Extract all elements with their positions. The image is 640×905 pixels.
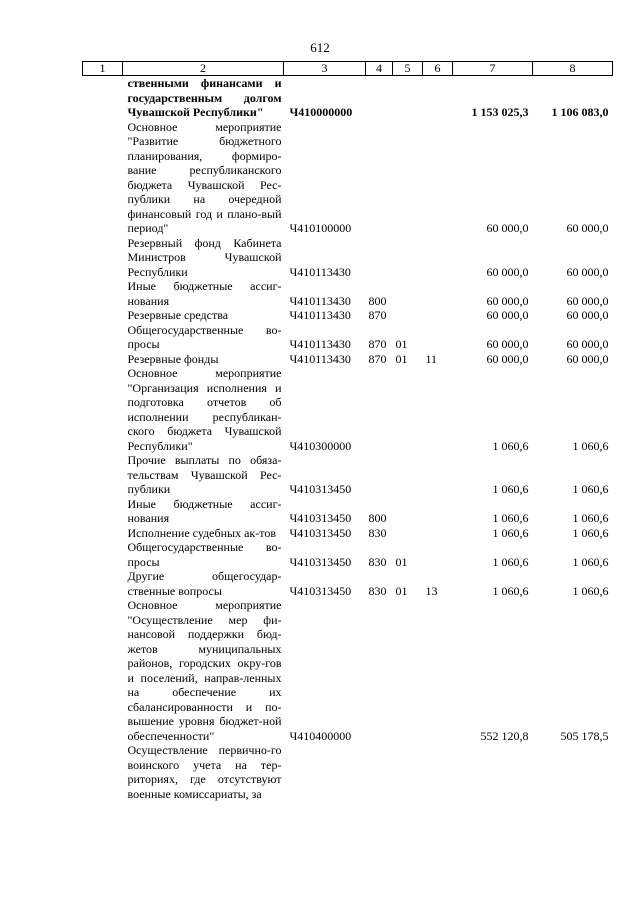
cell-target-code: Ч410113430 xyxy=(289,293,351,308)
table-header xyxy=(83,62,613,76)
cell-subsection xyxy=(423,76,453,120)
cell-sum-year-2: 1 060,6 xyxy=(572,554,609,569)
cell-section: 01 xyxy=(395,337,408,351)
cell-blank xyxy=(83,76,123,120)
cell-sum-year-2: 505 178,5 xyxy=(560,728,609,743)
cell-sum-year-2: 60 000,0 xyxy=(566,264,609,279)
cell-expense-type xyxy=(366,236,393,280)
cell-sum-year-2: 60 000,0 xyxy=(566,337,609,351)
table-row xyxy=(83,497,613,526)
table-row xyxy=(83,120,613,236)
cell-sum-year-2: 1 060,6 xyxy=(572,438,609,453)
cell-sum-year-1: 60 000,0 xyxy=(486,308,529,322)
cell-blank xyxy=(83,366,123,453)
cell-target-code: Ч410000000 xyxy=(289,105,353,119)
table-row xyxy=(83,540,613,569)
cell-section xyxy=(393,366,423,453)
cell-expense-type: 830 xyxy=(368,554,387,569)
cell-name: Другие общегосудар-ственные вопросы xyxy=(127,569,282,598)
cell-target-code: Ч410100000 xyxy=(289,221,352,235)
cell-name: Основное мероприятие "Организация исполнения и подготовка отчетов об исполнении республикан-ского бюджета Чувашской Республики" xyxy=(127,366,282,453)
cell-subsection: 13 xyxy=(425,583,438,598)
cell-subsection xyxy=(423,598,453,743)
cell-subsection xyxy=(423,743,453,801)
cell-sum-year-1: 60 000,0 xyxy=(486,221,529,235)
cell-blank xyxy=(83,569,123,598)
header-cell-8: 8 xyxy=(533,62,613,76)
cell-section xyxy=(393,497,423,526)
cell-target-code xyxy=(284,743,366,801)
cell-sum-year-1: 1 060,6 xyxy=(492,482,529,496)
cell-blank xyxy=(83,598,123,743)
cell-blank xyxy=(83,352,123,367)
cell-blank xyxy=(83,540,123,569)
cell-target-code: Ч410113430 xyxy=(289,351,351,366)
cell-sum-year-1: 60 000,0 xyxy=(486,264,529,279)
cell-expense-type: 870 xyxy=(368,308,387,322)
cell-target-code: Ч410113430 xyxy=(289,264,351,279)
cell-name: Исполнение судебных ак-тов xyxy=(127,525,276,540)
cell-expense-type: 830 xyxy=(368,525,387,540)
cell-section xyxy=(393,453,423,497)
cell-target-code: Ч410313450 xyxy=(289,511,352,525)
table-row xyxy=(83,323,613,352)
cell-blank xyxy=(83,497,123,526)
cell-sum-year-1: 60 000,0 xyxy=(486,293,529,308)
budget-table xyxy=(82,61,613,801)
cell-blank xyxy=(83,120,123,236)
table-row xyxy=(83,453,613,497)
cell-sum-year-1: 552 120,8 xyxy=(480,728,529,743)
cell-expense-type xyxy=(366,453,393,497)
table-row xyxy=(83,526,613,541)
cell-sum-year-2: 1 060,6 xyxy=(572,583,609,598)
cell-section xyxy=(393,598,423,743)
cell-target-code: Ч410313450 xyxy=(289,554,352,569)
cell-section xyxy=(393,308,423,323)
cell-blank xyxy=(83,526,123,541)
cell-sum-year-2: 60 000,0 xyxy=(566,221,609,235)
cell-subsection xyxy=(423,366,453,453)
cell-name: ственными финансами и государственным долгом Чувашской Республики" xyxy=(127,76,282,119)
cell-sum-year-2: 1 060,6 xyxy=(572,525,609,540)
cell-expense-type: 800 xyxy=(368,511,387,525)
cell-name: Резервный фонд Кабинета Министров Чувашской Республики xyxy=(127,235,282,279)
cell-subsection xyxy=(423,308,453,323)
cell-sum-year-2: 1 060,6 xyxy=(572,482,609,496)
cell-blank xyxy=(83,453,123,497)
table-row xyxy=(83,76,613,120)
cell-name: Общегосударственные во-просы xyxy=(127,322,282,351)
header-row xyxy=(83,62,613,76)
header-cell-7: 7 xyxy=(453,62,533,76)
table-row xyxy=(83,366,613,453)
cell-subsection xyxy=(423,236,453,280)
table-body xyxy=(83,76,613,802)
cell-section xyxy=(393,236,423,280)
cell-expense-type xyxy=(366,366,393,453)
cell-expense-type xyxy=(366,76,393,120)
cell-name: Основное мероприятие "Осуществление мер фи-нансовой поддержки бюд-жетов муниципальных районов, городских окру-гов и поселений, направ-ленных на обеспечение их сбалансированности и по-вышение уровня бюджет-ной обеспеченности" xyxy=(127,598,282,743)
cell-blank xyxy=(83,236,123,280)
cell-blank xyxy=(83,308,123,323)
cell-expense-type xyxy=(366,743,393,801)
table-row xyxy=(83,279,613,308)
cell-expense-type: 830 xyxy=(368,583,387,598)
cell-sum-year-2: 60 000,0 xyxy=(566,293,609,308)
table-row xyxy=(83,352,613,367)
cell-name: Прочие выплаты по обяза-тельствам Чувашской Рес-публики xyxy=(127,453,282,496)
cell-target-code: Ч410113430 xyxy=(289,337,351,351)
cell-section xyxy=(393,526,423,541)
cell-name: Иные бюджетные ассиг-нования xyxy=(127,279,282,308)
table-row xyxy=(83,308,613,323)
cell-sum-year-1: 1 060,6 xyxy=(492,583,529,598)
cell-target-code: Ч410313450 xyxy=(289,525,352,540)
cell-name: Резервные фонды xyxy=(127,351,219,366)
cell-expense-type: 870 xyxy=(368,351,387,366)
cell-target-code: Ч410400000 xyxy=(289,728,352,743)
table-row xyxy=(83,743,613,801)
cell-sum-year-1: 60 000,0 xyxy=(486,351,529,366)
header-cell-6: 6 xyxy=(423,62,453,76)
cell-sum-year-2: 60 000,0 xyxy=(566,351,609,366)
cell-sum-year-1: 60 000,0 xyxy=(486,337,529,351)
cell-expense-type: 800 xyxy=(368,293,387,308)
cell-target-code: Ч410113430 xyxy=(289,308,351,322)
cell-section: 01 xyxy=(395,554,408,569)
cell-name: Основное мероприятие "Развитие бюджетного планирования, формиро-вание республиканского бюджета Чувашской Рес-публики на очередной финансовый год и плано-вый период" xyxy=(127,119,282,235)
cell-blank xyxy=(83,743,123,801)
cell-subsection xyxy=(423,120,453,236)
cell-name: Осуществление первично-го воинского учета на тер-риториях, где отсутствуют военные комиссариаты, за xyxy=(127,743,282,801)
cell-subsection: 11 xyxy=(425,351,438,366)
page-number: 612 xyxy=(310,40,330,55)
cell-expense-type xyxy=(366,120,393,236)
cell-subsection xyxy=(423,279,453,308)
cell-sum-year-1: 1 060,6 xyxy=(492,511,529,525)
table-row xyxy=(83,236,613,280)
cell-blank xyxy=(83,279,123,308)
cell-sum-year-2: 1 060,6 xyxy=(572,511,609,525)
header-cell-3: 3 xyxy=(284,62,366,76)
cell-section: 01 xyxy=(395,351,408,366)
cell-expense-type xyxy=(366,598,393,743)
cell-target-code: Ч410313450 xyxy=(289,583,352,598)
cell-sum-year-2 xyxy=(533,743,613,801)
cell-target-code: Ч410313450 xyxy=(289,482,352,496)
cell-subsection xyxy=(423,526,453,541)
header-cell-2: 2 xyxy=(123,62,284,76)
cell-sum-year-1: 1 153 025,3 xyxy=(471,105,529,119)
cell-name: Общегосударственные во-просы xyxy=(127,540,282,569)
header-cell-1: 1 xyxy=(83,62,123,76)
cell-sum-year-2: 60 000,0 xyxy=(566,308,609,322)
cell-blank xyxy=(83,323,123,352)
cell-name: Иные бюджетные ассиг-нования xyxy=(127,496,282,525)
cell-subsection xyxy=(423,540,453,569)
cell-section: 01 xyxy=(395,583,408,598)
cell-sum-year-1: 1 060,6 xyxy=(492,438,529,453)
cell-subsection xyxy=(423,323,453,352)
cell-target-code: Ч410300000 xyxy=(289,438,352,453)
cell-name: Резервные средства xyxy=(127,308,229,322)
cell-section xyxy=(393,76,423,120)
cell-sum-year-1: 1 060,6 xyxy=(492,525,529,540)
cell-subsection xyxy=(423,453,453,497)
table-row xyxy=(83,569,613,598)
cell-subsection xyxy=(423,497,453,526)
cell-section xyxy=(393,120,423,236)
cell-sum-year-1: 1 060,6 xyxy=(492,554,529,569)
cell-sum-year-1 xyxy=(453,743,533,801)
cell-section xyxy=(393,279,423,308)
cell-expense-type: 870 xyxy=(368,337,387,351)
table-row xyxy=(83,598,613,743)
cell-section xyxy=(393,743,423,801)
header-cell-5: 5 xyxy=(393,62,423,76)
header-cell-4: 4 xyxy=(366,62,393,76)
cell-sum-year-2: 1 106 083,0 xyxy=(551,105,609,119)
